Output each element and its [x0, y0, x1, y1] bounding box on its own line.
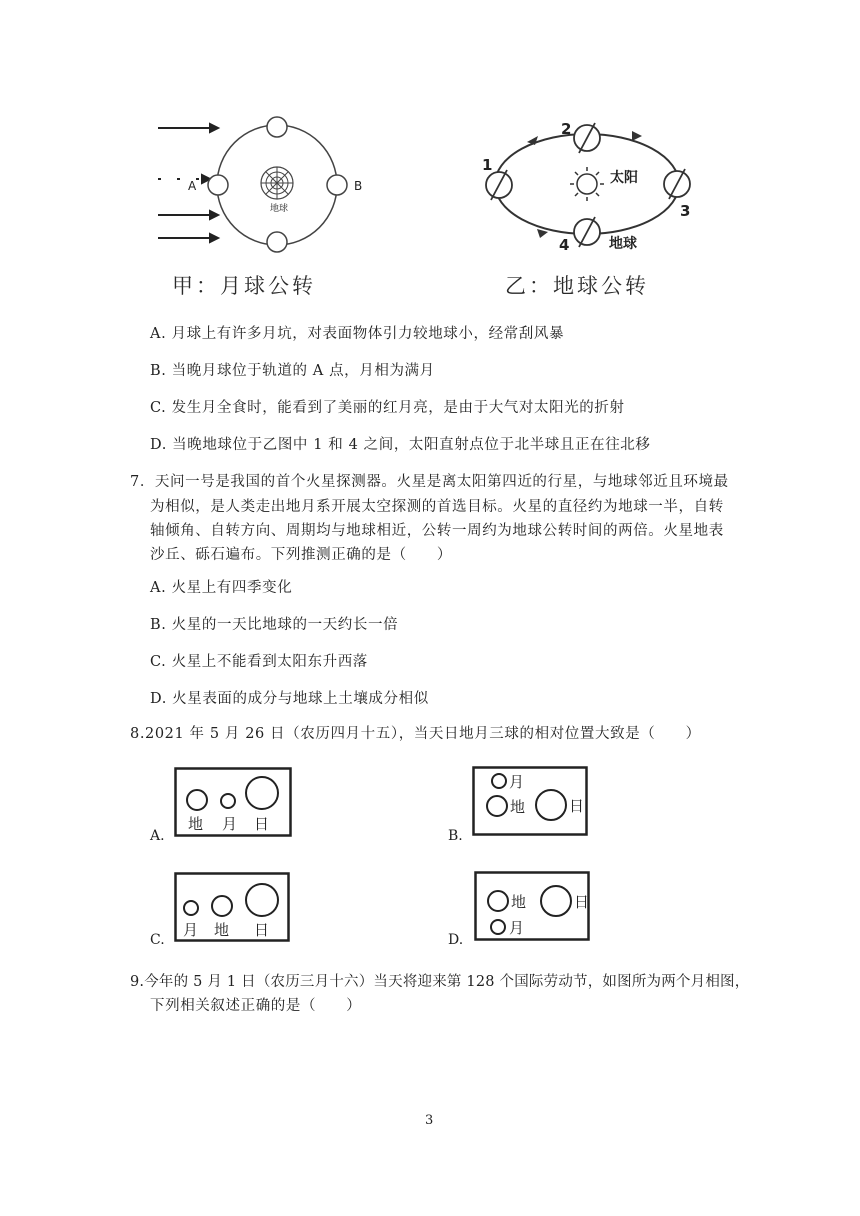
option-c-text-2: 地: [214, 921, 230, 939]
option-b-text-1: 月: [509, 773, 525, 791]
sun-icon: [570, 167, 604, 201]
moon-top-icon: [267, 117, 287, 137]
label-b: B: [354, 179, 363, 193]
q8-option-b-label: B.: [448, 828, 463, 844]
option-d-text-3: 日: [574, 893, 590, 911]
q8-option-a-label: A.: [150, 828, 165, 844]
q8-option-d-diagram[interactable]: [474, 871, 592, 947]
position-3: 3: [680, 202, 691, 220]
sun-circle-icon: [536, 790, 566, 820]
earth-label-yi: 地球: [609, 236, 637, 252]
q7-option-a: A. 火星上有四季变化: [150, 580, 293, 596]
moon-orbit-diagram: [148, 110, 388, 260]
q6-option-a: A. 月球上有许多月坑，对表面物体引力较地球小，经常刮风暴: [150, 326, 565, 342]
q7-stem-line-3: 轴倾角、自转方向、周期均与地球相近，公转一周约为地球公转时间的两倍。火星地表: [150, 523, 724, 539]
caption-jia: 甲：月球公转: [172, 274, 316, 298]
earth-label: 地球: [270, 204, 289, 214]
sun-label: 太阳: [610, 170, 638, 186]
earth-circle-icon: [487, 796, 507, 816]
q7-option-d: D. 火星表面的成分与地球上土壤成分相似: [150, 691, 429, 707]
option-d-text-1: 地: [511, 893, 527, 911]
moon-a-icon: [208, 175, 228, 195]
q7-option-c: C. 火星上不能看到太阳东升西落: [150, 654, 368, 670]
position-2: 2: [561, 120, 572, 138]
moon-circle-icon: [491, 920, 505, 934]
sun-circle-icon: [246, 777, 278, 809]
q8-option-c-diagram[interactable]: [174, 872, 292, 948]
moon-b-icon: [327, 175, 347, 195]
q8-option-b-diagram[interactable]: [472, 766, 590, 842]
q8-option-d-label: D.: [448, 932, 464, 948]
q7-option-b: B. 火星的一天比地球的一天约长一倍: [150, 617, 399, 633]
caption-yi: 乙：地球公转: [505, 274, 649, 298]
q8-stem: 8.2021 年 5 月 26 日（农历四月十五），当天日地月三球的相对位置大致是（ ）: [130, 726, 701, 742]
label-a: A: [188, 179, 197, 193]
figure-earth-revolution: [472, 112, 712, 262]
option-a-text-3: 日: [254, 815, 270, 833]
earth-circle-icon: [488, 891, 508, 911]
q8-option-c-label: C.: [150, 932, 165, 948]
sun-circle-icon: [246, 884, 278, 916]
option-a-text-2: 月: [222, 815, 238, 833]
option-b-text-2: 地: [510, 798, 526, 816]
q6-option-d: D. 当晚地球位于乙图中 1 和 4 之间，太阳直射点位于北半球且正在往北移: [150, 437, 651, 453]
q7-stem-line-2: 为相似，是人类走出地月系开展太空探测的首选目标。火星的直径约为地球一半，自转: [150, 499, 724, 515]
earth-icon: [261, 167, 293, 199]
q9-stem-line-1: 9.今年的 5 月 1 日（农历三月十六）当天将迎来第 128 个国际劳动节，如图所为两个月相图，: [130, 974, 750, 990]
option-b-text-3: 日: [569, 797, 585, 815]
q8-option-a-diagram[interactable]: [174, 767, 294, 843]
q7-stem-line-1: 7．天问一号是我国的首个火星探测器。火星是离太阳第四近的行星，与地球邻近且环境最: [130, 474, 729, 490]
option-d-text-2: 月: [509, 919, 525, 937]
sun-circle-icon: [541, 886, 571, 916]
q9-stem-line-2: 下列相关叙述正确的是（ ）: [150, 998, 362, 1014]
moon-bottom-icon: [267, 232, 287, 252]
page-number: 3: [425, 1113, 434, 1128]
moon-circle-icon: [184, 901, 198, 915]
option-c-text-3: 日: [254, 921, 270, 939]
earth-circle-icon: [212, 896, 232, 916]
position-1: 1: [482, 156, 493, 174]
q6-option-c: C. 发生月全食时，能看到了美丽的红月亮，是由于大气对太阳光的折射: [150, 400, 625, 416]
moon-circle-icon: [492, 774, 506, 788]
q6-option-b: B. 当晚月球位于轨道的 A 点，月相为满月: [150, 363, 435, 379]
option-a-text-1: 地: [188, 815, 204, 833]
position-4: 4: [559, 236, 570, 254]
moon-circle-icon: [221, 794, 235, 808]
earth-circle-icon: [187, 790, 207, 810]
option-c-text-1: 月: [183, 921, 199, 939]
q7-stem-line-4: 沙丘、砾石遍布。下列推测正确的是（ ）: [150, 547, 452, 563]
earth-orbit-diagram: [472, 112, 712, 262]
